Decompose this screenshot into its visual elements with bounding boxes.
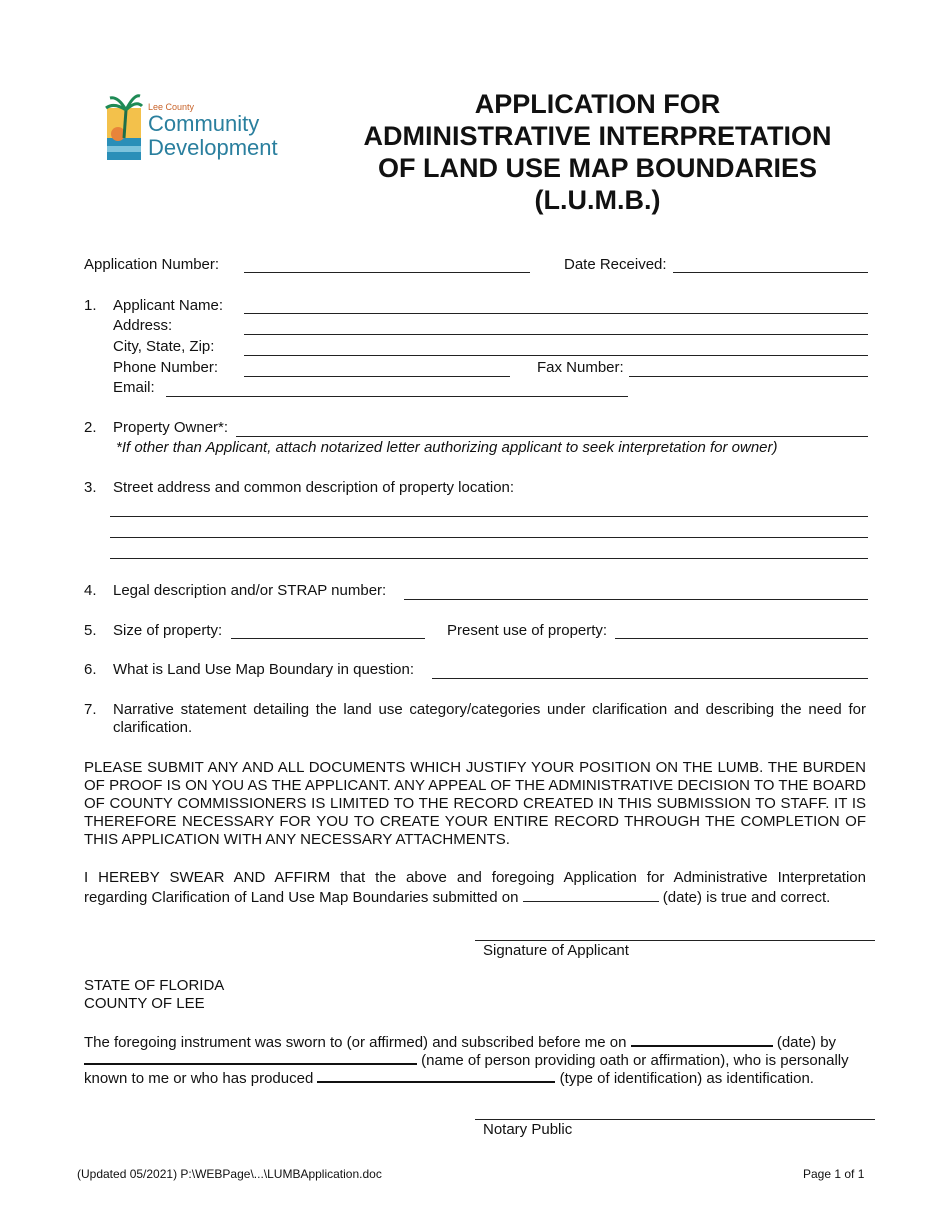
address-label: Address: [113,317,173,334]
palm-tree-logo-icon [104,94,144,162]
notary-line-3 [84,1067,814,1087]
date-received-field[interactable] [673,272,868,273]
narrative-line-2: clarification. [113,719,193,736]
affirmation-text-b: (date) is true and correct. [662,889,831,906]
land-use-boundary-label: What is Land Use Map Boundary in question: [113,661,415,678]
affirmation-line-1: I HEREBY SWEAR AND AFFIRM that the above and foregoing Application for Administrative Interpretation [84,869,866,886]
date-received-label: Date Received: [564,256,667,273]
notary-text-3a: known to me or who has produced [84,1070,314,1087]
item-7-number: 7. [84,701,97,718]
street-address-field-3[interactable] [110,558,868,559]
signature-line[interactable] [475,940,875,941]
city-state-zip-label: City, State, Zip: [113,338,215,355]
size-of-property-label: Size of property: [113,622,223,639]
phone-number-field[interactable] [244,376,510,377]
present-use-label: Present use of property: [447,622,608,639]
title-line-3: OF LAND USE MAP BOUNDARIES [377,153,818,183]
notary-text-1a: The foregoing instrument was sworn to (or affirmed) and subscribed before me on [84,1034,627,1051]
notary-id-field[interactable] [317,1067,555,1083]
county-text: COUNTY OF LEE [84,995,205,1012]
notary-date-field[interactable] [631,1031,773,1047]
street-address-field-2[interactable] [110,537,868,538]
notary-name-field[interactable] [84,1049,417,1065]
notary-public-label: Notary Public [483,1121,573,1138]
logo-line-1: Community [148,111,260,136]
notary-text-1b: (date) by [776,1034,837,1051]
email-field[interactable] [166,396,628,397]
present-use-field[interactable] [615,638,868,639]
submit-notice: PLEASE SUBMIT ANY AND ALL DOCUMENTS WHICH JUSTIFY YOUR POSITION ON THE LUMB. THE BURDEN OF PROOF IS ON YOU AS THE APPLICANT. ANY APPEAL OF THE ADMINISTRATIVE DECISION TO THE BOARD OF COUNTY COMMISSIONERS IS LIMITED TO THE RECORD CREATED IN THIS SUBMISSION TO STAFF. IT IS THEREFORE NECESSARY FOR YOU TO CREATE YOUR ENTIRE RECORD THROUGH THE COMPLETION OF THIS APPLICATION WITH ANY NECESSARY ATTACHMENTS. [84,759,866,848]
item-6-number: 6. [84,661,97,678]
footer-updated: (Updated 05/2021) P:\WEBPage\...\LUMBApplication.doc [77,1167,382,1181]
property-owner-label: Property Owner*: [113,419,229,436]
address-field[interactable] [244,334,868,335]
fax-number-field[interactable] [629,376,868,377]
application-number-field[interactable] [244,272,530,273]
property-owner-note: *If other than Applicant, attach notarized letter authorizing applicant to seek interpretation for owner) [116,439,778,456]
fax-number-label: Fax Number: [537,359,624,376]
email-label: Email: [113,379,155,396]
item-3-number: 3. [84,479,97,496]
community-development-logo [104,92,304,164]
title-line-2: ADMINISTRATIVE INTERPRETATION [363,121,832,151]
notary-line-1 [84,1031,836,1051]
affirmation-text-a: regarding Clarification of Land Use Map Boundaries submitted on [84,889,519,906]
affirmation-date-field[interactable] [523,887,659,902]
page-title [340,88,855,216]
size-of-property-field[interactable] [231,638,425,639]
notary-signature-line[interactable] [475,1119,875,1120]
item-4-number: 4. [84,582,97,599]
narrative-line-1: Narrative statement detailing the land use category/categories under clarification and describing the need for [113,701,866,718]
item-5-number: 5. [84,622,97,639]
city-state-zip-field[interactable] [244,355,868,356]
legal-description-field[interactable] [404,599,868,600]
affirmation-line-2 [84,887,830,906]
applicant-name-label: Applicant Name: [113,297,224,314]
applicant-name-field[interactable] [244,313,868,314]
street-address-field-1[interactable] [110,516,868,517]
signature-label: Signature of Applicant [483,942,629,959]
title-line-1: APPLICATION FOR [474,89,721,119]
application-number-label: Application Number: [84,256,220,273]
property-owner-field[interactable] [236,436,868,437]
notary-text-3b: (type of identification) as identification. [559,1070,814,1087]
logo-county-text: Lee County [148,102,195,112]
state-text: STATE OF FLORIDA [84,977,225,994]
page-number: Page 1 of 1 [803,1167,865,1181]
phone-number-label: Phone Number: [113,359,219,376]
legal-description-label: Legal description and/or STRAP number: [113,582,387,599]
item-2-number: 2. [84,419,97,436]
land-use-boundary-field[interactable] [432,678,868,679]
item-1-number: 1. [84,297,97,314]
logo-line-2: Development [148,135,278,160]
street-address-label: Street address and common description of property location: [113,479,515,496]
notary-line-2 [84,1049,849,1069]
title-line-4: (L.U.M.B.) [534,185,661,215]
notary-text-2: (name of person providing oath or affirmation), who is personally [421,1052,849,1069]
